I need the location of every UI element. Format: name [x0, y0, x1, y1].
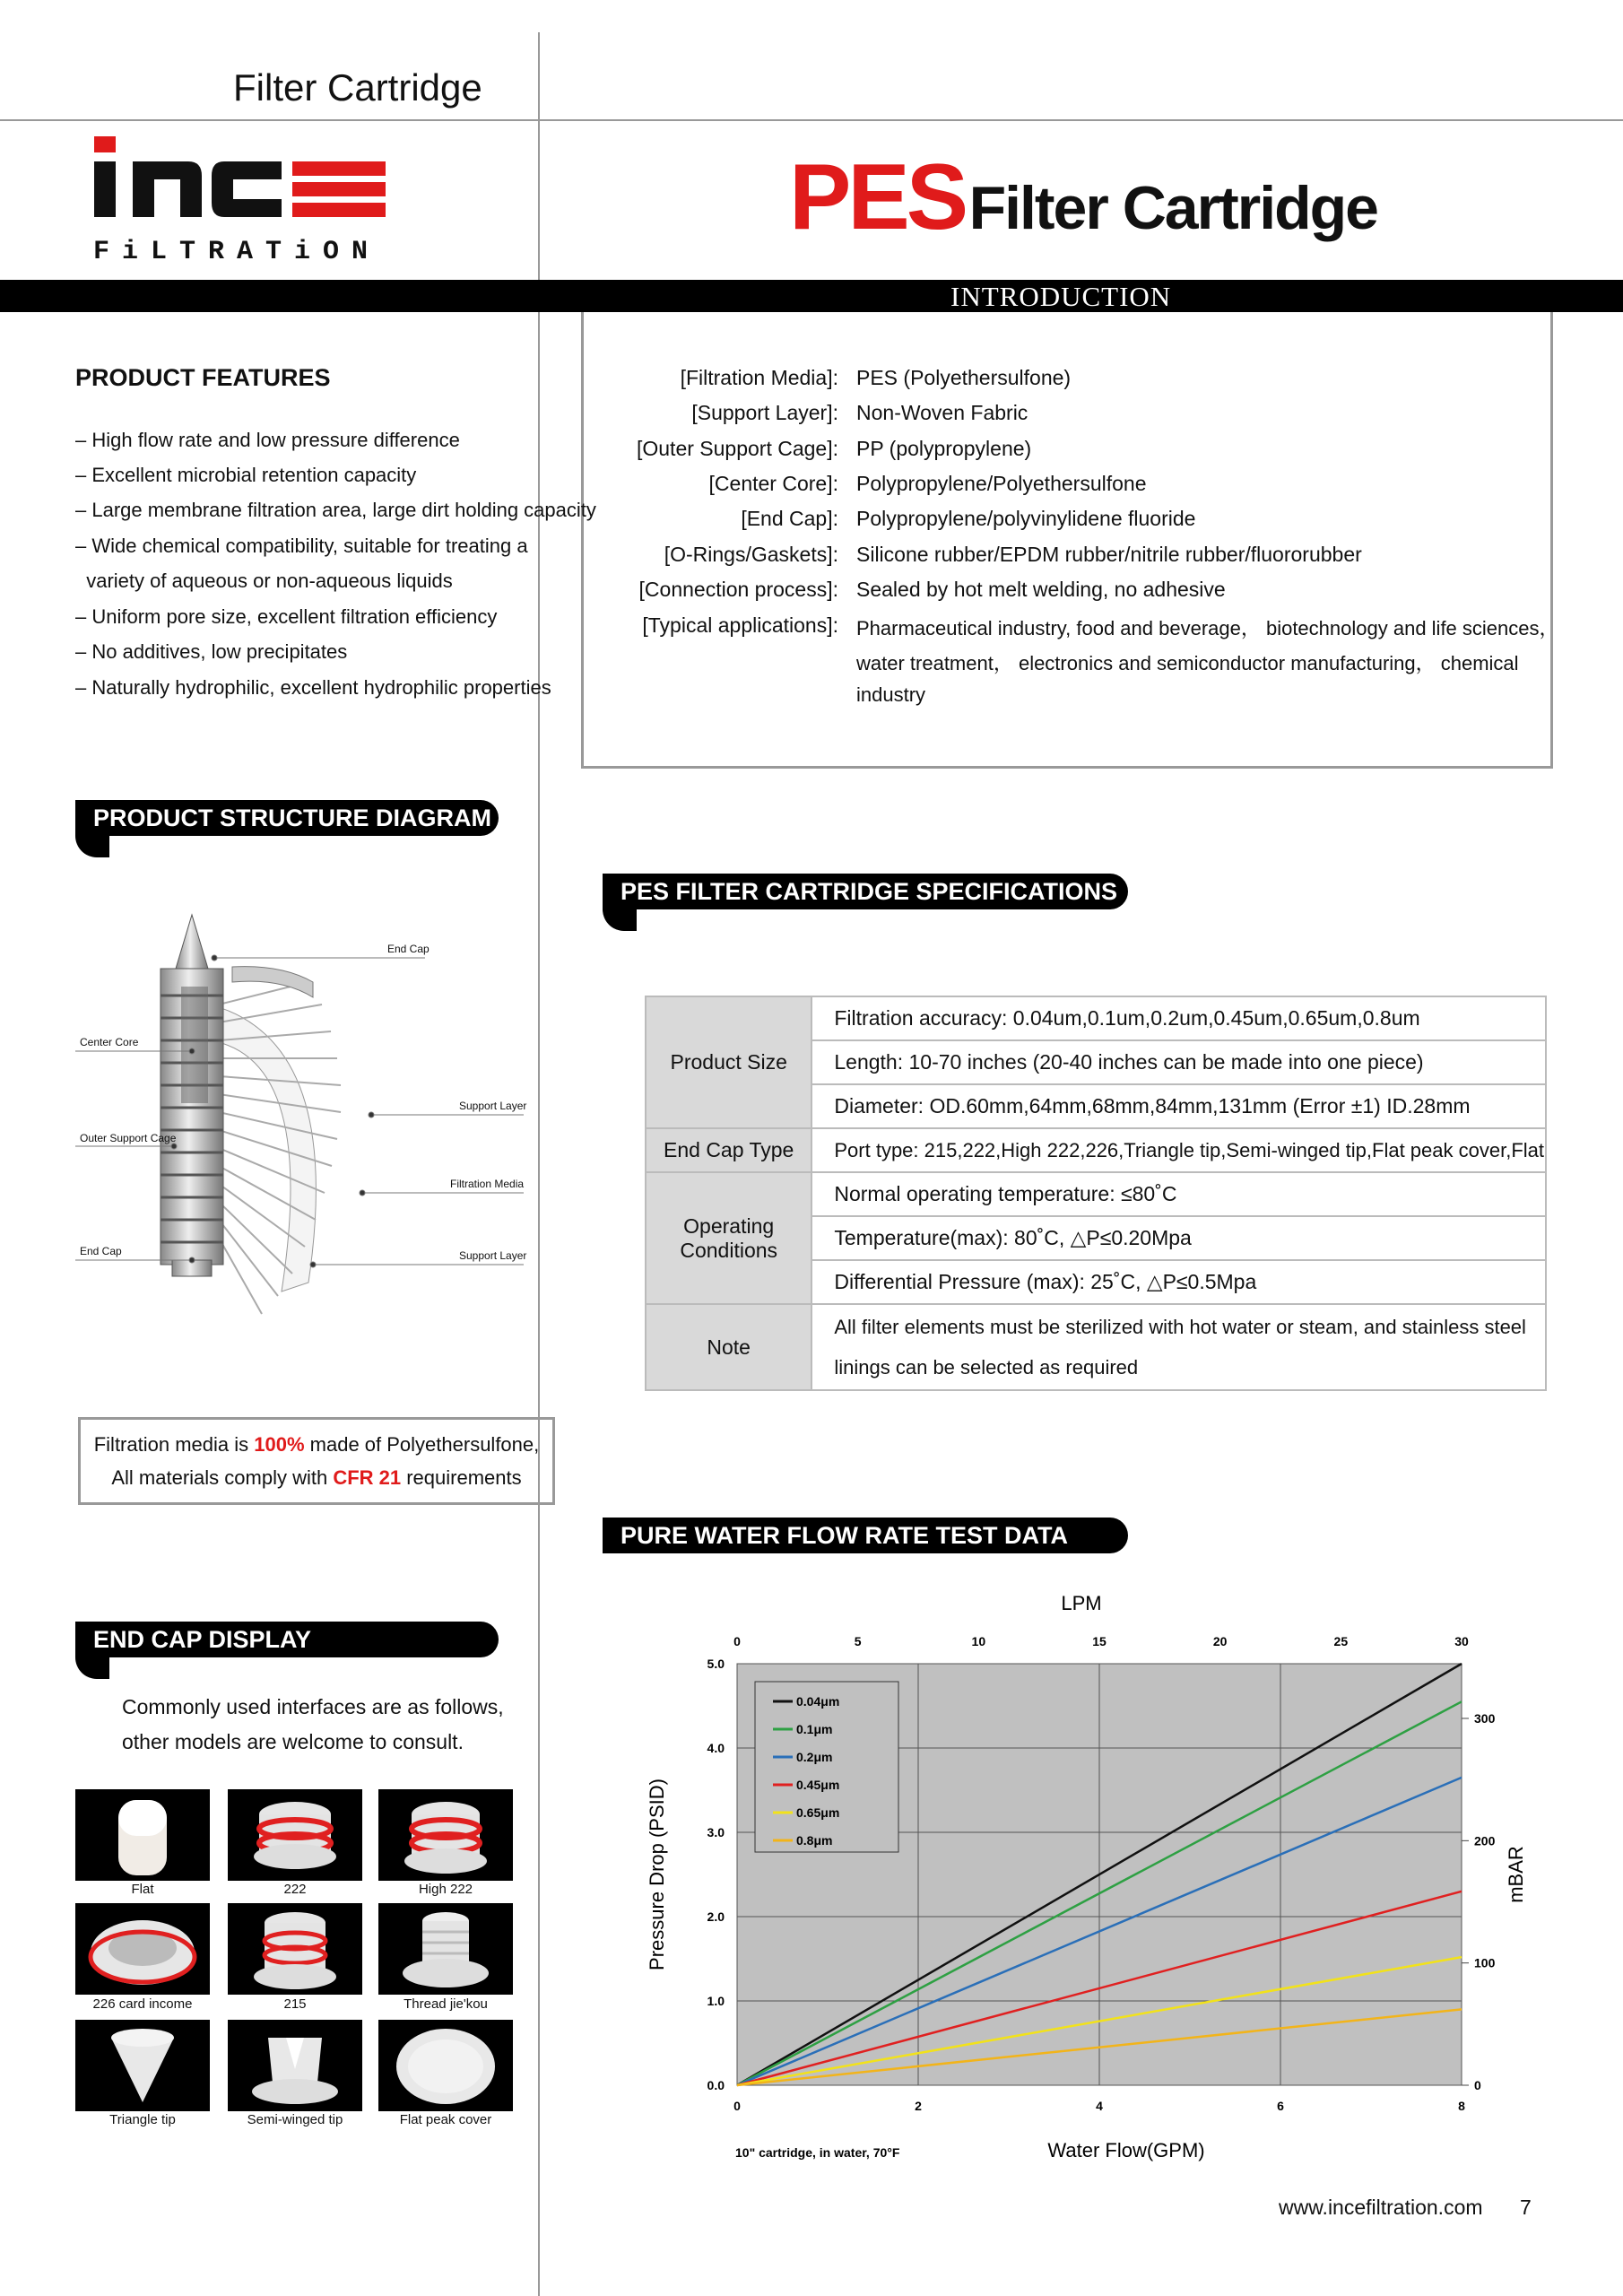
label-end-cap-bottom: End Cap [80, 1245, 122, 1257]
endcap-image-semi-winged [228, 2020, 362, 2111]
specs-heading: PES FILTER CARTRIDGE SPECIFICATIONS [603, 874, 1128, 909]
y-tick-label: 5.0 [707, 1657, 725, 1671]
spec-value [812, 1304, 1546, 1390]
notice-highlight: CFR 21 [333, 1466, 402, 1489]
top-tick-label: 0 [733, 1634, 741, 1648]
endcap-image-flat [75, 1789, 210, 1881]
specs-table [645, 996, 1547, 1391]
legend-label: 0.1μm [796, 1722, 833, 1736]
feature-item: – Excellent microbial retention capacity [75, 464, 417, 486]
label-end-cap-top: End Cap [387, 943, 430, 955]
structure-heading: PRODUCT STRUCTURE DIAGRAM [75, 800, 499, 836]
notice-line-1 [81, 1428, 552, 1461]
endcap-heading: END CAP DISPLAY [75, 1622, 499, 1657]
intro-key: [Center Core]: [708, 472, 838, 495]
structure-diagram [75, 897, 542, 1318]
spec-value: Filtration accuracy: 0.04um,0.1um,0.2um,0.45um,0.65um,0.8um [812, 996, 1546, 1040]
intro-value: Non-Woven Fabric [856, 401, 1028, 424]
legend-label: 0.45μm [796, 1778, 840, 1792]
endcap-caption: Semi-winged tip [247, 2112, 343, 2127]
flow-heading: PURE WATER FLOW RATE TEST DATA [603, 1518, 1128, 1553]
feature-item: – Wide chemical compatibility, suitable for treating a [75, 535, 528, 557]
notice-text: Filtration media is [93, 1433, 255, 1456]
notice-highlight: 100% [254, 1433, 305, 1456]
top-tick-label: 30 [1454, 1634, 1469, 1648]
intro-value: Polypropylene/Polyethersulfone [856, 472, 1147, 495]
y-tick-label: 2.0 [707, 1909, 725, 1924]
feature-item: – Naturally hydrophilic, excellent hydrophilic properties [75, 676, 551, 699]
table-row [646, 1304, 1546, 1390]
spec-value: Temperature(max): 80˚C, △P≤0.20Mpa [812, 1216, 1546, 1260]
legend-label: 0.04μm [796, 1694, 840, 1709]
label-support-layer: Support Layer [459, 1249, 527, 1262]
intro-key: [Connection process]: [638, 578, 838, 601]
top-axis-title: LPM [1061, 1592, 1102, 1614]
table-row [646, 1172, 1546, 1216]
endcap-caption: Triangle tip [109, 2112, 176, 2127]
spec-category: Operating Conditions [646, 1172, 812, 1304]
logo-subtitle: FiLTRATiON [93, 237, 381, 267]
spec-value: Length: 10-70 inches (20-40 inches can be made into one piece) [812, 1040, 1546, 1084]
intro-bar [0, 280, 1623, 312]
endcap-image-high-222 [378, 1789, 513, 1881]
endcap-caption: Thread jie'kou [404, 1996, 488, 2012]
intro-value: PP (polypropylene) [856, 437, 1032, 460]
right-tick-label: 100 [1474, 1955, 1496, 1970]
x-tick-label: 8 [1458, 2099, 1465, 2113]
note-line: linings can be selected as required [834, 1356, 1139, 1378]
y-tick-label: 3.0 [707, 1825, 725, 1839]
y-axis-title: Pressure Drop (PSID) [646, 1779, 668, 1970]
title-accent: PES [789, 145, 966, 249]
top-tick-label: 5 [854, 1634, 862, 1648]
intro-value: PES (Polyethersulfone) [856, 366, 1072, 389]
right-tick-label: 300 [1474, 1711, 1496, 1726]
intro-value: Pharmaceutical industry, food and beverage， biotechnology and life sciences， [856, 617, 1559, 639]
endcap-caption: High 222 [418, 1882, 473, 1897]
x-axis-title: Water Flow(GPM) [1047, 2139, 1205, 2161]
label-center-core: Center Core [80, 1036, 139, 1048]
endcap-image-triangle [75, 2020, 210, 2111]
feature-item: – Uniform pore size, excellent filtration efficiency [75, 605, 498, 628]
intro-key: [End Cap]: [741, 507, 838, 530]
top-tick-label: 15 [1092, 1634, 1107, 1648]
feature-item: – Large membrane filtration area, large dirt holding capacity [75, 499, 596, 521]
ince-logo [90, 135, 395, 269]
notice-line-2 [81, 1461, 552, 1494]
header-divider [0, 119, 1623, 121]
doc-title: Filter Cartridge [233, 66, 482, 109]
intro-value: Polypropylene/polyvinylidene fluoride [856, 507, 1196, 530]
label-support-layer: Support Layer [459, 1100, 527, 1112]
x-tick-label: 2 [915, 2099, 922, 2113]
spec-category: End Cap Type [646, 1128, 812, 1172]
feature-item: – No additives, low precipitates [75, 640, 348, 663]
footer-url[interactable]: www.incefiltration.com [1279, 2196, 1483, 2219]
table-row [646, 996, 1546, 1040]
x-tick-label: 6 [1277, 2099, 1284, 2113]
table-row [646, 1128, 1546, 1172]
top-tick-label: 10 [971, 1634, 986, 1648]
endcap-image-226 [75, 1903, 210, 1995]
y-tick-label: 1.0 [707, 1994, 725, 2008]
flow-chart-svg [637, 1578, 1527, 2179]
feature-item: variety of aqueous or non-aqueous liquids [75, 570, 453, 592]
feature-item: – High flow rate and low pressure difference [75, 429, 460, 451]
x-tick-label: 0 [733, 2099, 741, 2113]
intro-value-cont: industry [856, 683, 926, 706]
intro-value: Silicone rubber/EPDM rubber/nitrile rubber/fluororubber [856, 543, 1362, 566]
y2-axis-title: mBAR [1505, 1846, 1527, 1903]
intro-bar-label: INTRODUCTION [950, 281, 1172, 312]
legend-label: 0.2μm [796, 1750, 833, 1764]
intro-key: [Support Layer]: [691, 401, 838, 424]
endcap-caption: 215 [283, 1996, 307, 2012]
label-filtration-media: Filtration Media [450, 1178, 525, 1190]
right-tick-label: 0 [1474, 2078, 1481, 2092]
legend-label: 0.65μm [796, 1805, 840, 1820]
endcap-intro-2: other models are welcome to consult. [122, 1730, 464, 1753]
x-tick-label: 4 [1096, 2099, 1103, 2113]
label-outer-support-cage: Outer Support Cage [80, 1132, 177, 1144]
intro-key: [Typical applications]: [642, 613, 838, 637]
spec-value: Port type: 215,222,High 222,226,Triangle tip,Semi-winged tip,Flat peak cover,Flat [812, 1128, 1546, 1172]
intro-key: [Filtration Media]: [680, 366, 838, 389]
endcap-caption: Flat [131, 1882, 154, 1897]
intro-key: [Outer Support Cage]: [636, 437, 838, 460]
flow-chart [637, 1578, 1527, 2179]
legend-label: 0.8μm [796, 1833, 833, 1848]
endcap-intro-1: Commonly used interfaces are as follows, [122, 1695, 504, 1718]
page-number: 7 [1520, 2196, 1532, 2219]
intro-value: Sealed by hot melt welding, no adhesive [856, 578, 1226, 601]
intro-value-cont: water treatment， electronics and semiconductor manufacturing， chemical [856, 652, 1519, 674]
spec-category: Product Size [646, 996, 812, 1128]
notice-text: requirements [401, 1466, 522, 1489]
endcap-caption: Flat peak cover [399, 2112, 492, 2127]
spec-category: Note [646, 1304, 812, 1390]
title-rest: Filter Cartridge [968, 174, 1377, 242]
intro-key: [O-Rings/Gaskets]: [664, 543, 838, 566]
endcap-image-222 [228, 1789, 362, 1881]
note-line: All filter elements must be sterilized with hot water or steam, and stainless steel [834, 1316, 1526, 1338]
endcap-caption: 226 card income [92, 1996, 193, 2012]
right-tick-label: 200 [1474, 1833, 1496, 1848]
notice-text: All materials comply with [111, 1466, 334, 1489]
endcap-image-flat-peak [378, 2020, 513, 2111]
y-tick-label: 0.0 [707, 2078, 725, 2092]
spec-value: Diameter: OD.60mm,64mm,68mm,84mm,131mm (Error ±1) ID.28mm [812, 1084, 1546, 1128]
materials-notice [78, 1417, 555, 1505]
notice-text: made of Polyethersulfone, [304, 1433, 540, 1456]
top-tick-label: 20 [1212, 1634, 1228, 1648]
spec-value: Differential Pressure (max): 25˚C, △P≤0.5Mpa [812, 1260, 1546, 1304]
y-tick-label: 4.0 [707, 1741, 725, 1755]
chart-footnote: 10" cartridge, in water, 70°F [735, 2145, 900, 2160]
endcap-caption: 222 [283, 1882, 307, 1897]
features-heading: PRODUCT FEATURES [75, 364, 331, 391]
top-tick-label: 25 [1333, 1634, 1349, 1648]
page-title [789, 145, 1377, 274]
endcap-image-thread [378, 1903, 513, 1995]
spec-value: Normal operating temperature: ≤80˚C [812, 1172, 1546, 1216]
endcap-image-215 [228, 1903, 362, 1995]
